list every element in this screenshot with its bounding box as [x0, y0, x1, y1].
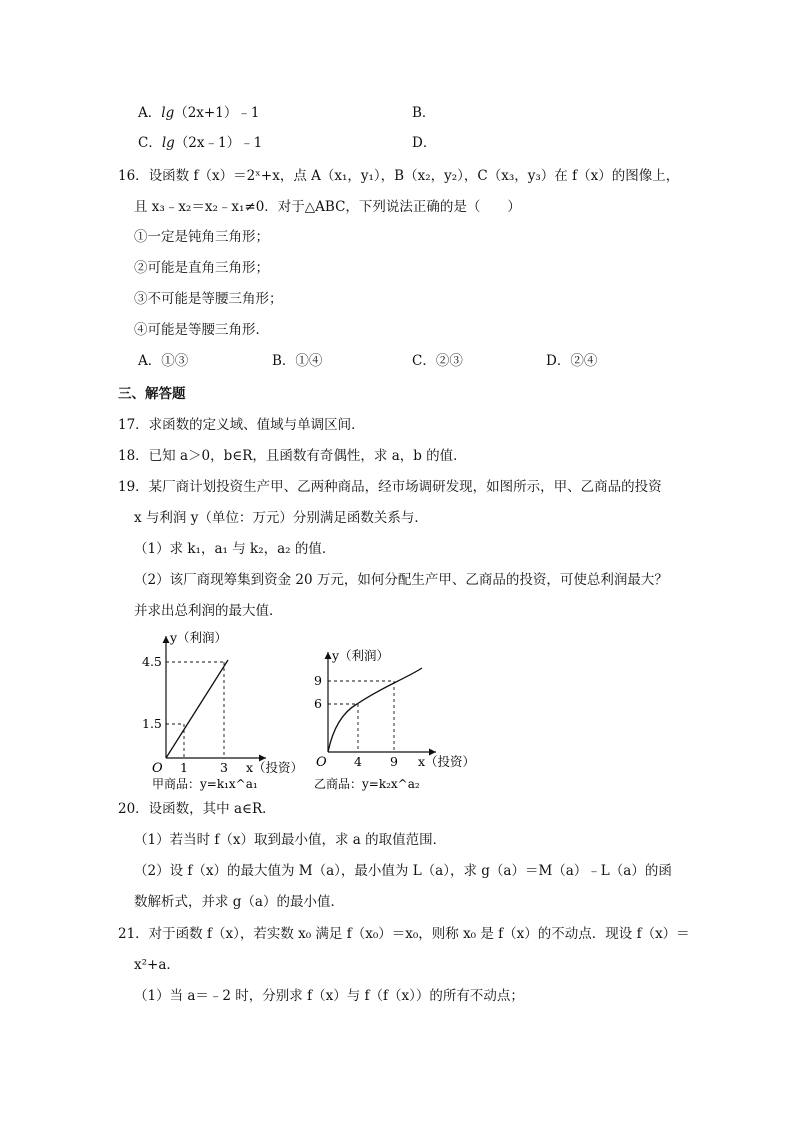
q16-item-4: ④可能是等腰三角形． [134, 322, 269, 338]
right-y-tick-6: 6 [314, 696, 322, 711]
left-y-tick-4.5: 4.5 [142, 654, 162, 669]
left-x-tick-3: 3 [220, 760, 228, 775]
left-y-label: y（利润） [170, 630, 228, 645]
left-y-tick-1.5: 1.5 [142, 716, 162, 731]
chart-right [314, 648, 475, 791]
right-x-label: x（投资） [418, 754, 476, 769]
right-x-tick-9: 9 [390, 754, 398, 769]
q17-text: 17．求函数的定义域、值域与单调区间． [118, 417, 365, 433]
q19-figures [140, 628, 500, 798]
q16-option-d: D．②④ [546, 353, 598, 369]
right-y-tick-9: 9 [314, 673, 322, 688]
right-caption: 乙商品：y=k₂x^a₂ [314, 777, 420, 791]
q15-option-c: C．lg（2x﹣1）﹣1 [138, 135, 263, 151]
chart-left [142, 630, 303, 791]
q15-option-b: B． [412, 105, 436, 121]
q19-part2: （2）该厂商现筹集到资金 20 万元，如何分配生产甲、乙商品的投资，可使总利润最大？ [134, 572, 668, 588]
section-title: 三、解答题 [118, 386, 186, 402]
right-origin: O [316, 755, 327, 770]
q20-line1: 20．设函数，其中 a∈R． [118, 801, 276, 817]
q16-option-b: B．①④ [272, 353, 323, 369]
q15-option-d: D． [412, 135, 437, 151]
right-y-label: y（利润） [332, 648, 390, 663]
q19-part2-cont: 并求出总利润的最大值． [134, 603, 283, 619]
left-line [166, 660, 228, 758]
q21-line2: x²+a． [134, 957, 180, 973]
q16-item-2: ②可能是直角三角形； [134, 260, 269, 276]
q19-line1: 19．某厂商计划投资生产甲、乙两种商品，经市场调研发现，如图所示，甲、乙商品的投资 [118, 479, 662, 495]
left-caption: 甲商品：y=k₁x^a₁ [152, 777, 258, 791]
left-x-label: x（投资） [246, 760, 304, 775]
q20-part2-line1: （2）设 f（x）的最大值为 M（a），最小值为 L（a），求 g（a）＝M（a）﹣L（a）的函 [134, 863, 672, 879]
q21-line1: 21．对于函数 f（x），若实数 x₀ 满足 f（x₀）＝x₀，则称 x₀ 是 f（x）的不动点．现设 f（x）＝ [118, 926, 690, 942]
q16-option-a: A．①③ [138, 353, 189, 369]
q16-item-3: ③不可能是等腰三角形； [134, 291, 283, 307]
q20-part2-line2: 数解析式，并求 g（a）的最小值． [134, 894, 344, 910]
q19-line2: x 与利润 y（单位：万元）分别满足函数关系与． [134, 510, 428, 526]
q18-text: 18．已知 a＞0，b∈R，且函数有奇偶性，求 a，b 的值． [118, 448, 467, 464]
left-origin: O [152, 761, 163, 776]
q19-part1: （1）求 k₁，a₁ 与 k₂，a₂ 的值． [134, 541, 336, 557]
q21-part1: （1）当 a＝﹣2 时，分别求 f（x）与 f（f（x））的所有不动点； [134, 988, 524, 1004]
q16-stem-line1: 16．设函数 f（x）＝2ˣ+x，点 A（x₁，y₁），B（x₂，y₂），C（x₃，y₃）在 f（x）的图像上， [118, 168, 680, 184]
left-x-tick-1: 1 [180, 760, 188, 775]
q16-stem-line2: 且 x₃﹣x₂＝x₂﹣x₁≠0．对于△ABC，下列说法正确的是（ ） [134, 199, 521, 215]
q20-part1: （1）若当时 f（x）取到最小值，求 a 的取值范围． [134, 832, 447, 848]
q16-option-c: C．②③ [412, 353, 463, 369]
right-x-tick-4: 4 [354, 754, 362, 769]
q16-item-1: ①一定是钝角三角形； [134, 229, 269, 245]
q15-option-a: A．lg（2x+1）﹣1 [138, 105, 260, 121]
